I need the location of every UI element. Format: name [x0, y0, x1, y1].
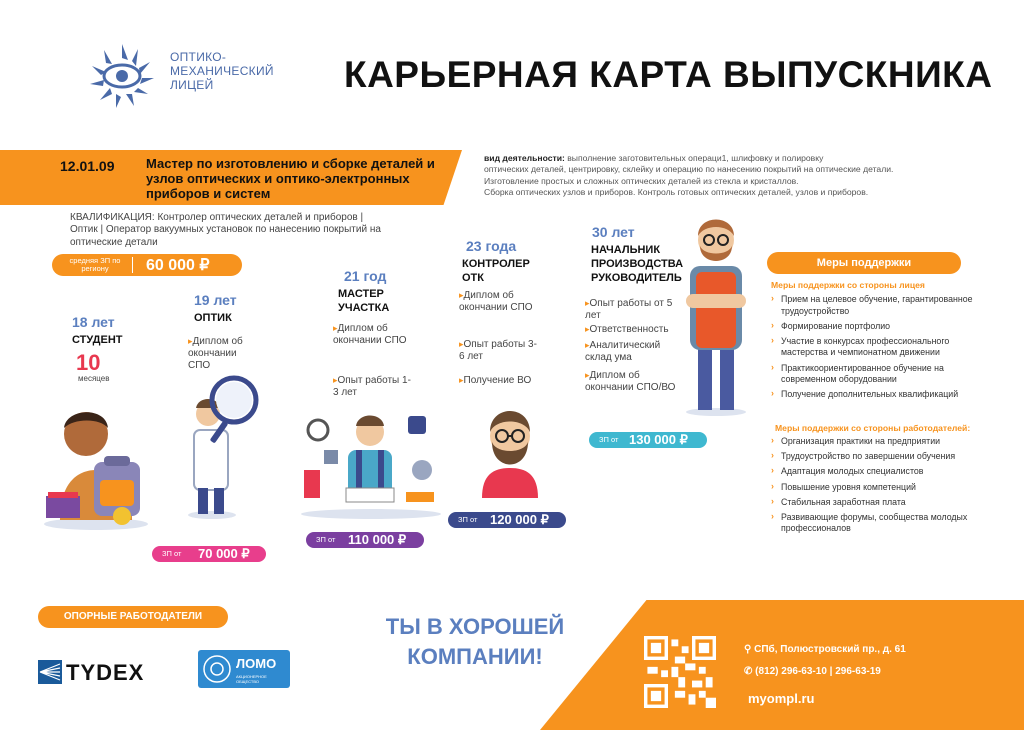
logo-line-1: ОПТИКО- — [170, 50, 227, 64]
stage-student-role: СТУДЕНТ — [72, 334, 123, 346]
list-item: › Практикоориентированное обучение на современном оборудовании — [771, 363, 981, 386]
stage-qc-item-3 — [459, 374, 539, 387]
stage-head-item-4 — [585, 369, 685, 394]
pay-label: ЗП от — [162, 549, 182, 558]
specialty-name: Мастер по изготовлению и сборке деталей и узлов оптических и оптико-электронных приборов и систем — [146, 156, 435, 201]
list-item: › Организация практики на предприятии — [771, 436, 981, 448]
qc-illustration — [478, 398, 542, 498]
page-title: КАРЬЕРНАЯ КАРТА ВЫПУСКНИКА — [344, 54, 993, 95]
phone-text: (812) 296-63-10 | 296-63-19 — [755, 666, 881, 677]
stage-head-item-text: Аналитический склад ума — [585, 340, 661, 363]
pay-value: 70 000 ₽ — [198, 546, 250, 561]
stage-optician-item-text: Диплом об окончании СПО — [188, 336, 243, 371]
list-item: › Прием на целевое обучение, гарантированное трудоустройство — [771, 294, 981, 317]
qr-code-icon — [644, 636, 716, 708]
lomo-logo-text: ЛОМО — [236, 656, 277, 671]
list-item: › Получение дополнительных квалификаций — [771, 389, 981, 401]
head-illustration — [676, 210, 756, 416]
master-illustration — [296, 400, 446, 520]
stage-optician-role: ОПТИК — [194, 312, 232, 324]
contact-phone — [744, 666, 881, 677]
stage-qc-item-text: Диплом об окончании СПО — [459, 290, 533, 313]
list-item: › Трудоустройство по завершении обучения — [771, 451, 981, 463]
support-lyceum-title: Меры поддержки со стороны лицея — [771, 280, 925, 290]
location-pin-icon: ⚲ — [744, 644, 755, 655]
stage-qc-pay-pill — [448, 512, 566, 528]
stage-qc-role: КОНТРОЛЕР ОТК — [462, 258, 530, 284]
employers-heading: ОПОРНЫЕ РАБОТОДАТЕЛИ — [38, 606, 228, 628]
pay-value: 130 000 ₽ — [629, 432, 688, 447]
arrow-icon: ▸ — [459, 375, 464, 385]
list-item: › Участие в конкурсах профессионального мастерства и чемпионатном движении — [771, 336, 981, 359]
stage-optician-pay-pill — [152, 546, 266, 562]
arrow-icon: ▸ — [333, 375, 338, 385]
stage-head-item-3 — [585, 339, 685, 364]
arrow-icon: ▸ — [333, 323, 338, 333]
support-employers-title: Меры поддержки со стороны работодателей: — [775, 423, 971, 433]
pay-label: ЗП от — [316, 535, 336, 544]
stage-qc-item-text: Опыт работы 3-6 лет — [459, 339, 537, 362]
stage-master-pay-pill — [306, 532, 424, 548]
lomo-logo-subtext: АКЦИОНЕРНОЕ ОБЩЕСТВО — [236, 674, 267, 684]
regional-salary-label: средняя ЗП по региону — [69, 256, 121, 273]
regional-salary-value: 60 000 ₽ — [146, 257, 210, 274]
tydex-logo-icon — [38, 660, 62, 684]
stage-student-age: 18 лет — [72, 314, 115, 330]
activity-description — [484, 153, 954, 198]
stage-master-item-text: Опыт работы 1-3 лет — [333, 375, 411, 398]
phone-icon: ✆ — [744, 666, 756, 677]
activity-label: вид деятельности: — [484, 153, 565, 163]
stage-head-item-text: Диплом об окончании СПО/ВО — [585, 370, 676, 393]
pay-value: 110 000 ₽ — [348, 532, 407, 547]
stage-master-age: 21 год — [344, 268, 387, 284]
address-text: СПб, Полюстровский пр., д. 61 — [754, 644, 906, 655]
list-item: › Повышение уровня компетенций — [771, 482, 981, 494]
pay-label: ЗП от — [458, 515, 478, 524]
arrow-icon: ▸ — [459, 290, 464, 300]
optician-illustration — [176, 370, 266, 520]
list-item: › Формирование портфолио — [771, 321, 981, 333]
qualification-text: КВАЛИФИКАЦИЯ: Контролер оптических деталей и приборов | Оптик | Оператор вакуумных установок по нанесению покрытий на оптические детали — [70, 212, 381, 248]
contacts-panel — [540, 600, 1024, 730]
contact-address — [744, 644, 906, 655]
list-item: › Адаптация молодых специалистов — [771, 466, 981, 478]
pay-label: ЗП от — [599, 435, 619, 444]
stage-head-age: 30 лет — [592, 224, 635, 240]
tydex-logo — [38, 660, 174, 684]
stage-qc-age: 23 года — [466, 238, 517, 254]
lomo-logo — [198, 650, 290, 688]
stage-head-item-1 — [585, 297, 685, 322]
list-item: › Стабильная заработная плата — [771, 497, 981, 509]
activity-line-1: выполнение заготовительных операци1, шлифовку и полировку — [564, 153, 824, 163]
lyceum-logo-text — [170, 50, 274, 92]
salary-divider — [132, 257, 133, 273]
activity-line-3: Изготовление простых и сложных оптических деталей из стекла и кристаллов. — [484, 175, 799, 186]
tydex-logo-text: TYDEX — [66, 660, 145, 685]
logo-line-2: МЕХАНИЧЕСКИЙ — [170, 64, 274, 78]
lomo-emblem-icon — [202, 654, 232, 684]
arrow-icon: ▸ — [585, 298, 590, 308]
slogan: ТЫ В ХОРОШЕЙ КОМПАНИИ! — [385, 614, 565, 669]
stage-head-item-2 — [585, 323, 685, 336]
stage-student-months-number: 10 — [76, 350, 101, 375]
support-lyceum-list — [771, 294, 981, 404]
stage-head-pay-pill — [589, 432, 707, 448]
activity-line-4: Сборка оптических узлов и приборов. Контроль готовых оптических деталей, узлов и приборов. — [484, 186, 869, 197]
activity-line-2: оптических деталей, центрировку, склейку и операцию по нанесению покрытий на оптические детали. — [484, 164, 894, 175]
stage-student-months-label: месяцев — [78, 374, 110, 383]
stage-qc-item-2 — [459, 338, 539, 363]
arrow-icon: ▸ — [188, 336, 193, 346]
arrow-icon: ▸ — [585, 370, 590, 380]
lyceum-logo-icon — [86, 40, 158, 112]
pay-value: 120 000 ₽ — [490, 512, 549, 527]
website-link[interactable]: myompl.ru — [748, 691, 815, 706]
specialty-code: 12.01.09 — [60, 158, 115, 174]
stage-head-role: НАЧАЛЬНИК ПРОИЗВОДСТВА РУКОВОДИТЕЛЬ — [591, 244, 684, 284]
arrow-icon: ▸ — [459, 339, 464, 349]
stage-head-item-text: Ответственность — [589, 324, 669, 335]
arrow-icon: ▸ — [585, 340, 590, 350]
stage-qc-item-text: Получение ВО — [463, 375, 532, 386]
support-heading: Меры поддержки — [767, 252, 961, 274]
stage-optician-item — [188, 335, 258, 372]
stage-qc-item-1 — [459, 289, 539, 314]
arrow-icon: ▸ — [585, 324, 590, 334]
student-illustration — [40, 400, 152, 530]
list-item: › Развивающие форумы, сообщества молодых профессионалов — [771, 512, 981, 535]
stage-master-item-1 — [333, 322, 423, 347]
logo-line-3: ЛИЦЕЙ — [170, 78, 214, 92]
support-employers-list — [771, 436, 981, 539]
stage-master-item-2 — [333, 374, 413, 399]
stage-master-item-text: Диплом об окончании СПО — [333, 323, 407, 346]
stage-optician-age: 19 лет — [194, 292, 237, 308]
stage-head-item-text: Опыт работы от 5 лет — [585, 298, 673, 321]
stage-master-role: МАСТЕР УЧАСТКА — [338, 288, 390, 314]
